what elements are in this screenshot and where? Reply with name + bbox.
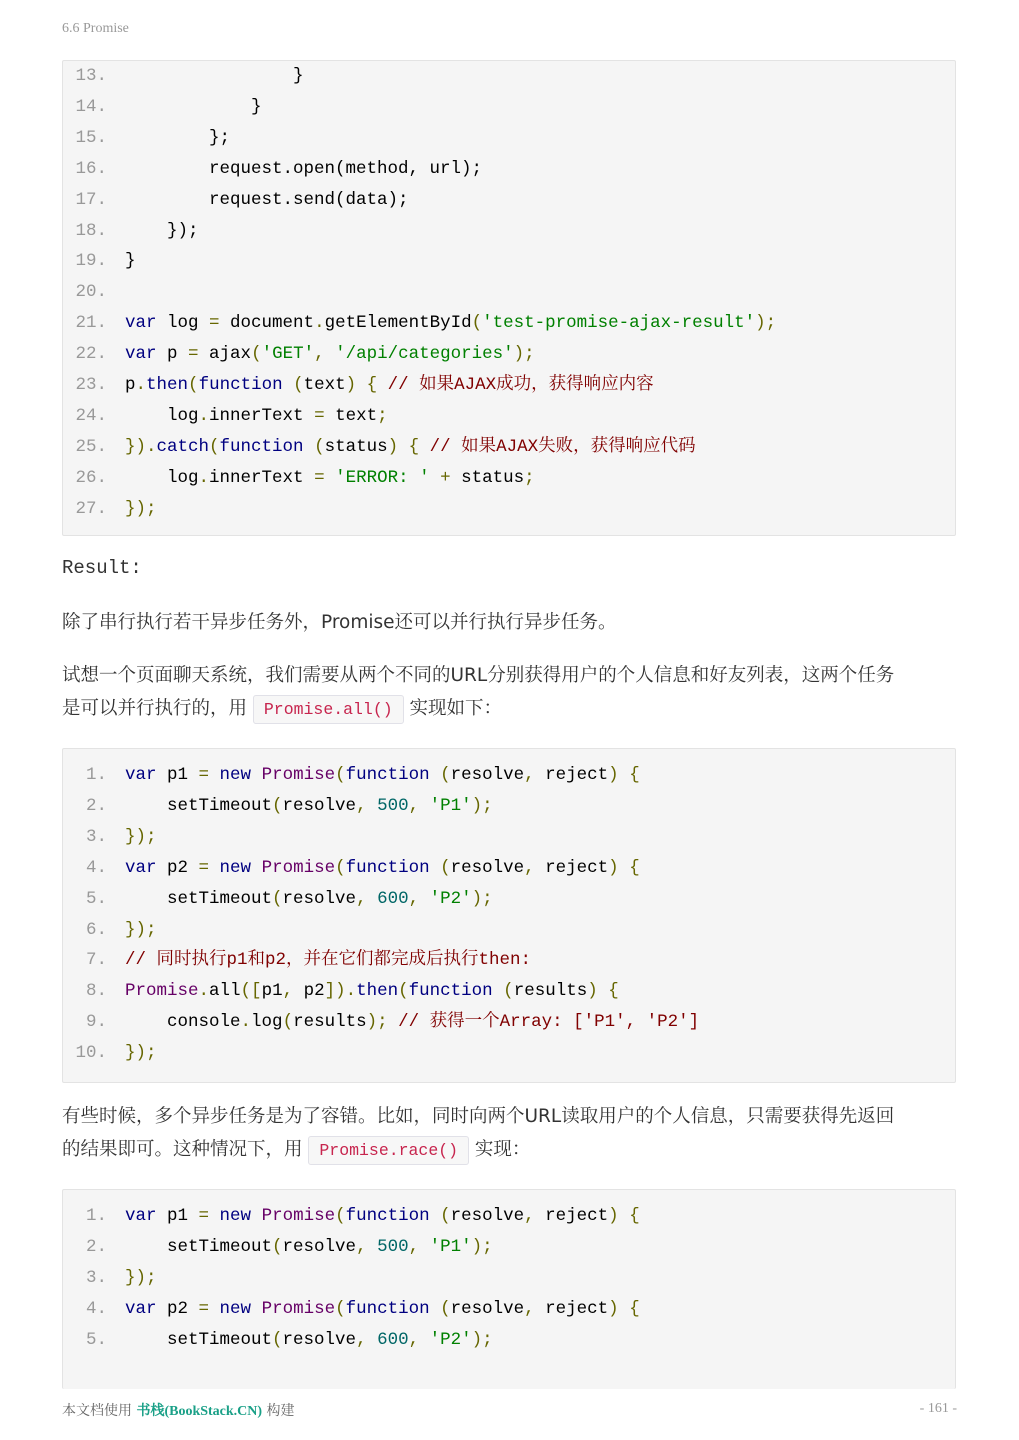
code-token: resolve bbox=[282, 795, 357, 816]
code-token: }); bbox=[125, 220, 199, 241]
paragraph-text: 的结果即可。这种情况下，用 bbox=[62, 1139, 303, 1160]
code-token: } bbox=[125, 251, 136, 272]
code-block-promise-race bbox=[62, 1189, 956, 1389]
code-token: , bbox=[356, 1236, 367, 1257]
code-token: // 同时执行p1和p2，并在它们都完成后执行then: bbox=[125, 950, 532, 971]
code-token: ( bbox=[282, 1012, 294, 1033]
code-token: 'ERROR: ' bbox=[324, 467, 430, 488]
code-token: = bbox=[198, 765, 210, 785]
code-token: // 获得一个Array: ['P1', 'P2'] bbox=[387, 1012, 700, 1033]
code-token: ); bbox=[513, 344, 535, 365]
line-number: 5. bbox=[85, 1329, 107, 1350]
line-number: 17. bbox=[75, 189, 107, 210]
code-token: text bbox=[324, 405, 378, 426]
code-token: }); bbox=[125, 919, 157, 940]
line-number: 21. bbox=[75, 313, 107, 334]
code-token: { bbox=[356, 375, 378, 395]
line-number: 26. bbox=[75, 467, 107, 488]
code-token: ; bbox=[524, 467, 535, 488]
line-number: 9. bbox=[85, 1012, 107, 1033]
code-token: reject bbox=[534, 1298, 609, 1319]
code-token: var bbox=[125, 1298, 157, 1319]
code-token: ( bbox=[429, 765, 451, 785]
code-token: resolve bbox=[282, 1329, 357, 1350]
code-token: new bbox=[209, 857, 252, 878]
code-line bbox=[63, 432, 696, 462]
code-line bbox=[63, 154, 482, 184]
code-token: ( bbox=[251, 344, 262, 365]
line-number: 2. bbox=[85, 795, 107, 816]
code-token: resolve bbox=[450, 1298, 525, 1319]
code-token: ( bbox=[209, 436, 220, 457]
code-line bbox=[63, 760, 640, 790]
code-token: p bbox=[156, 344, 189, 365]
code-token: ]). bbox=[324, 981, 357, 1002]
code-token: text bbox=[303, 375, 346, 395]
code-token: . bbox=[198, 981, 210, 1002]
code-token: ( bbox=[335, 1206, 346, 1226]
code-token: ) bbox=[387, 436, 399, 457]
code-token: 'P1' bbox=[419, 1236, 472, 1257]
code-token: ( bbox=[335, 1298, 346, 1319]
code-token: , bbox=[356, 888, 367, 909]
code-token: // 如果AJAX失败，获得响应代码 bbox=[419, 436, 696, 457]
code-token: { bbox=[597, 981, 619, 1002]
code-token: getElementById bbox=[324, 313, 472, 334]
code-token: , bbox=[314, 344, 325, 365]
code-token: request.send(data); bbox=[125, 189, 409, 210]
code-token: , bbox=[408, 1329, 420, 1350]
code-token: new bbox=[209, 765, 252, 785]
code-token: = bbox=[198, 1298, 210, 1319]
code-token: p1 bbox=[156, 1206, 199, 1226]
code-token: setTimeout bbox=[125, 1329, 273, 1350]
code-token: }); bbox=[125, 1043, 157, 1064]
code-token: ; bbox=[377, 405, 388, 426]
line-number: 27. bbox=[75, 498, 107, 519]
paragraph-text: 实现如下： bbox=[409, 698, 503, 719]
code-token: resolve bbox=[282, 888, 357, 909]
code-token: 'test-promise-ajax-result' bbox=[482, 313, 756, 334]
code-token: var bbox=[125, 765, 157, 785]
line-number: 23. bbox=[75, 375, 107, 395]
code-token: ( bbox=[398, 981, 409, 1002]
code-token: . bbox=[135, 375, 147, 395]
code-token: ); bbox=[471, 1236, 493, 1257]
code-token: '/api/categories' bbox=[324, 344, 514, 365]
paragraph-text: 是可以并行执行的，用 bbox=[62, 698, 248, 719]
paragraph-text: 试想一个页面聊天系统，我们需要从两个不同的URL分别获得用户的个人信息和好友列表，这两个任务 bbox=[62, 665, 895, 686]
code-line bbox=[63, 822, 157, 852]
code-token: ( bbox=[429, 857, 451, 878]
code-token: ( bbox=[303, 436, 325, 457]
code-token: ( bbox=[335, 765, 346, 785]
code-token: status bbox=[324, 436, 388, 457]
code-token: ( bbox=[282, 375, 304, 395]
footer-suffix: 构建 bbox=[266, 1403, 295, 1419]
code-line bbox=[63, 401, 388, 431]
code-token: , bbox=[408, 795, 420, 816]
code-token: resolve bbox=[450, 765, 525, 785]
code-token: { bbox=[618, 1298, 640, 1319]
line-number: 14. bbox=[75, 96, 107, 117]
code-token: ( bbox=[471, 313, 483, 334]
code-token: 600 bbox=[366, 888, 409, 909]
code-token: ( bbox=[188, 375, 199, 395]
line-number: 8. bbox=[85, 981, 107, 1002]
line-number: 15. bbox=[75, 127, 107, 148]
code-token: 500 bbox=[366, 1236, 409, 1257]
code-token: ); bbox=[471, 888, 493, 909]
code-line bbox=[63, 61, 304, 91]
paragraph-promise-race bbox=[62, 1100, 956, 1167]
code-token: , bbox=[356, 795, 367, 816]
code-line bbox=[63, 884, 493, 914]
code-token: , bbox=[282, 981, 294, 1002]
line-number: 13. bbox=[75, 66, 107, 86]
code-token: results bbox=[293, 1012, 367, 1033]
line-number: 22. bbox=[75, 344, 107, 365]
code-line bbox=[63, 1294, 640, 1324]
code-token: log bbox=[125, 467, 199, 488]
code-token: }; bbox=[125, 127, 231, 148]
code-token: , bbox=[524, 1206, 535, 1226]
code-token: ( bbox=[492, 981, 514, 1002]
line-number: 3. bbox=[85, 1267, 107, 1288]
code-token: // 如果AJAX成功，获得响应内容 bbox=[377, 375, 654, 395]
code-line bbox=[63, 185, 409, 215]
running-header: 6.6 Promise bbox=[62, 21, 129, 36]
code-token: = bbox=[209, 313, 220, 334]
code-token: 600 bbox=[366, 1329, 409, 1350]
code-token: Promise bbox=[251, 857, 336, 878]
line-number: 19. bbox=[75, 251, 107, 272]
inline-code-promise-race: Promise.race() bbox=[308, 1136, 469, 1165]
line-number: 20. bbox=[75, 282, 107, 303]
code-token: = bbox=[314, 405, 325, 426]
code-token: var bbox=[125, 1206, 157, 1226]
code-token: ); bbox=[471, 1329, 493, 1350]
code-token: document bbox=[219, 313, 315, 334]
code-block-ajax bbox=[62, 60, 956, 536]
code-token: . bbox=[240, 1012, 252, 1033]
code-token: . bbox=[198, 467, 210, 488]
code-token: ); bbox=[471, 795, 493, 816]
code-line bbox=[63, 853, 640, 883]
code-token: = bbox=[188, 344, 199, 365]
code-token: setTimeout bbox=[125, 888, 273, 909]
code-token: } bbox=[125, 66, 304, 86]
code-token: resolve bbox=[450, 1206, 525, 1226]
footer-brand-link[interactable]: 书栈(BookStack.CN) bbox=[136, 1404, 263, 1419]
line-number: 6. bbox=[85, 919, 107, 940]
code-token: function bbox=[198, 375, 283, 395]
code-line bbox=[63, 976, 619, 1006]
paragraph-promise-all bbox=[62, 659, 956, 726]
code-token: function bbox=[345, 765, 430, 785]
line-number: 1. bbox=[85, 765, 107, 785]
code-line bbox=[63, 945, 531, 975]
code-token: 500 bbox=[366, 795, 409, 816]
code-line bbox=[63, 1007, 699, 1037]
code-line bbox=[63, 1232, 493, 1262]
line-number: 24. bbox=[75, 405, 107, 426]
code-token: = bbox=[198, 857, 210, 878]
code-token: ); bbox=[366, 1012, 388, 1033]
line-number: 4. bbox=[85, 1298, 107, 1319]
code-token: resolve bbox=[450, 857, 525, 878]
line-number: 10. bbox=[75, 1043, 107, 1064]
code-token: log bbox=[125, 405, 199, 426]
code-token: { bbox=[398, 436, 420, 457]
code-token: ( bbox=[272, 1236, 283, 1257]
code-token: , bbox=[408, 1236, 420, 1257]
code-line bbox=[63, 1038, 157, 1068]
code-token: ) bbox=[608, 765, 619, 785]
code-token: console bbox=[125, 1012, 241, 1033]
line-number: 4. bbox=[85, 857, 107, 878]
paragraph-text: 有些时候，多个异步任务是为了容错。比如，同时向两个URL读取用户的个人信息，只需要获得先返回 bbox=[62, 1106, 895, 1127]
code-token: then bbox=[356, 981, 399, 1002]
code-line bbox=[63, 216, 199, 246]
code-token: ) bbox=[587, 981, 598, 1002]
code-token: resolve bbox=[282, 1236, 357, 1257]
code-token: results bbox=[513, 981, 588, 1002]
code-token: }). bbox=[125, 436, 157, 457]
code-token: ) bbox=[608, 1298, 619, 1319]
code-token: , bbox=[524, 1298, 535, 1319]
code-token: reject bbox=[534, 765, 609, 785]
code-token: var bbox=[125, 313, 157, 334]
code-token: , bbox=[408, 888, 420, 909]
code-token: ( bbox=[272, 795, 283, 816]
code-line bbox=[63, 123, 230, 153]
line-number: 2. bbox=[85, 1236, 107, 1257]
code-token: ) bbox=[608, 857, 619, 878]
code-line bbox=[63, 92, 262, 122]
paragraph-parallel bbox=[62, 606, 956, 639]
code-token: p2 bbox=[156, 857, 199, 878]
code-token: . bbox=[314, 313, 325, 334]
code-block-promise-all bbox=[62, 748, 956, 1083]
line-number: 16. bbox=[75, 158, 107, 179]
code-token: setTimeout bbox=[125, 795, 273, 816]
code-token: setTimeout bbox=[125, 1236, 273, 1257]
line-number: 1. bbox=[85, 1206, 107, 1226]
line-number: 5. bbox=[85, 888, 107, 909]
code-token: request.open(method, url); bbox=[125, 158, 483, 179]
code-line bbox=[63, 308, 776, 338]
paragraph-text: 实现： bbox=[474, 1139, 531, 1160]
code-token: , bbox=[356, 1329, 367, 1350]
code-token: + bbox=[429, 467, 451, 488]
code-token: then bbox=[146, 375, 189, 395]
code-token: function bbox=[345, 1206, 430, 1226]
code-token: innerText bbox=[209, 405, 315, 426]
inline-code-promise-all: Promise.all() bbox=[253, 695, 404, 724]
line-number: 3. bbox=[85, 826, 107, 847]
code-token: function bbox=[345, 1298, 430, 1319]
code-token: 'P1' bbox=[419, 795, 472, 816]
code-token: 'P2' bbox=[419, 1329, 472, 1350]
code-token: status bbox=[450, 467, 525, 488]
code-token: var bbox=[125, 857, 157, 878]
code-line bbox=[63, 246, 136, 276]
code-line bbox=[63, 494, 157, 524]
code-token: ( bbox=[272, 888, 283, 909]
code-token: ); bbox=[755, 313, 777, 334]
code-line bbox=[63, 791, 493, 821]
code-token: . bbox=[198, 405, 210, 426]
code-token: Promise bbox=[251, 1206, 336, 1226]
result-label: Result: bbox=[62, 557, 142, 579]
code-token: innerText bbox=[209, 467, 315, 488]
code-token: { bbox=[618, 857, 640, 878]
line-number: 25. bbox=[75, 436, 107, 457]
line-number: 18. bbox=[75, 220, 107, 241]
code-token: function bbox=[408, 981, 493, 1002]
code-token: ajax bbox=[198, 344, 252, 365]
code-token: Promise bbox=[125, 981, 199, 1002]
code-token: ([ bbox=[240, 981, 262, 1002]
footer-credit bbox=[62, 1400, 295, 1420]
code-token: 'GET' bbox=[261, 344, 315, 365]
code-token: reject bbox=[534, 1206, 609, 1226]
code-line bbox=[63, 370, 654, 400]
code-token: } bbox=[125, 96, 262, 117]
code-token: { bbox=[618, 765, 640, 785]
code-token: new bbox=[209, 1298, 252, 1319]
code-token: ( bbox=[272, 1329, 283, 1350]
code-token: var bbox=[125, 344, 157, 365]
code-line bbox=[63, 915, 157, 945]
code-token: function bbox=[345, 857, 430, 878]
code-token: }); bbox=[125, 826, 157, 847]
code-token: log bbox=[156, 313, 210, 334]
code-token: all bbox=[209, 981, 241, 1002]
code-token: 'P2' bbox=[419, 888, 472, 909]
code-token: p2 bbox=[293, 981, 325, 1002]
code-token: ( bbox=[429, 1206, 451, 1226]
code-token: = bbox=[198, 1206, 210, 1226]
code-token: catch bbox=[156, 436, 210, 457]
code-token: p1 bbox=[261, 981, 283, 1002]
code-token: log bbox=[251, 1012, 283, 1033]
code-token: Promise bbox=[251, 1298, 336, 1319]
code-token: = bbox=[314, 467, 325, 488]
code-token: }); bbox=[125, 498, 157, 519]
code-token: ( bbox=[335, 857, 346, 878]
code-token: p bbox=[125, 375, 136, 395]
code-token: function bbox=[219, 436, 304, 457]
line-number: 7. bbox=[85, 950, 107, 971]
code-line bbox=[63, 1263, 157, 1293]
code-line bbox=[63, 339, 535, 369]
code-line bbox=[63, 463, 535, 493]
code-token: Promise bbox=[251, 765, 336, 785]
code-token: , bbox=[524, 765, 535, 785]
code-token: { bbox=[618, 1206, 640, 1226]
footer-prefix: 本文档使用 bbox=[62, 1403, 132, 1419]
code-line bbox=[63, 1325, 493, 1355]
code-token: ( bbox=[429, 1298, 451, 1319]
code-token: }); bbox=[125, 1267, 157, 1288]
page-number: - 161 - bbox=[919, 1401, 957, 1416]
code-line bbox=[63, 277, 125, 307]
code-token: p2 bbox=[156, 1298, 199, 1319]
code-token: , bbox=[524, 857, 535, 878]
code-token: ) bbox=[345, 375, 357, 395]
code-token: new bbox=[209, 1206, 252, 1226]
paragraph-text: 除了串行执行若干异步任务外，Promise还可以并行执行异步任务。 bbox=[62, 612, 617, 633]
code-line bbox=[63, 1201, 640, 1231]
code-token: ) bbox=[608, 1206, 619, 1226]
code-token: reject bbox=[534, 857, 609, 878]
code-token: p1 bbox=[156, 765, 199, 785]
